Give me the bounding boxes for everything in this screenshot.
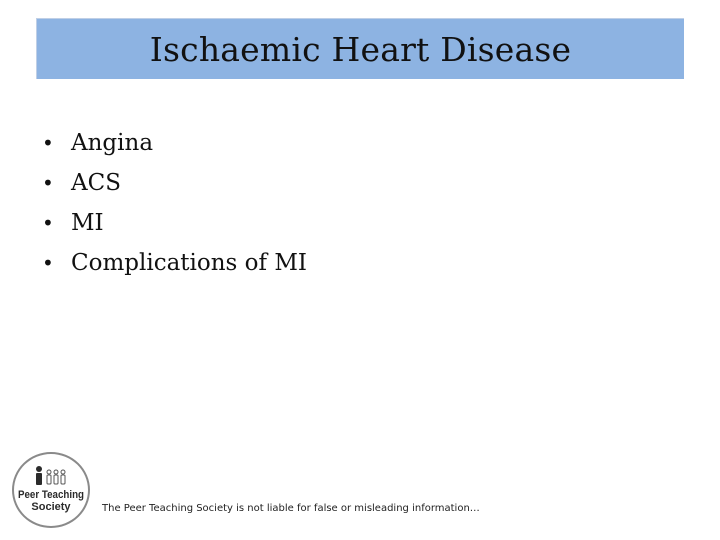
bullet-list (42, 130, 307, 290)
list-item (42, 250, 307, 290)
peer-teaching-society-logo-icon (12, 452, 90, 528)
title-bar (36, 18, 684, 79)
logo-line2: Society (31, 501, 71, 513)
logo-line1: Peer Teaching (18, 489, 84, 501)
bullet-icon: • (42, 211, 54, 235)
list-item (42, 210, 307, 250)
list-item (42, 170, 307, 210)
bullet-text: MI (71, 210, 104, 236)
bullet-icon: • (42, 251, 54, 275)
bullet-text: Complications of MI (71, 250, 307, 276)
list-item (42, 130, 307, 170)
bullet-icon: • (42, 131, 54, 155)
slide-title: Ischaemic Heart Disease (149, 29, 572, 69)
bullet-text: Angina (71, 130, 154, 156)
bullet-text: ACS (71, 170, 121, 196)
bullet-icon: • (42, 171, 54, 195)
footer-disclaimer: The Peer Teaching Society is not liable for false or misleading information… (102, 503, 480, 514)
